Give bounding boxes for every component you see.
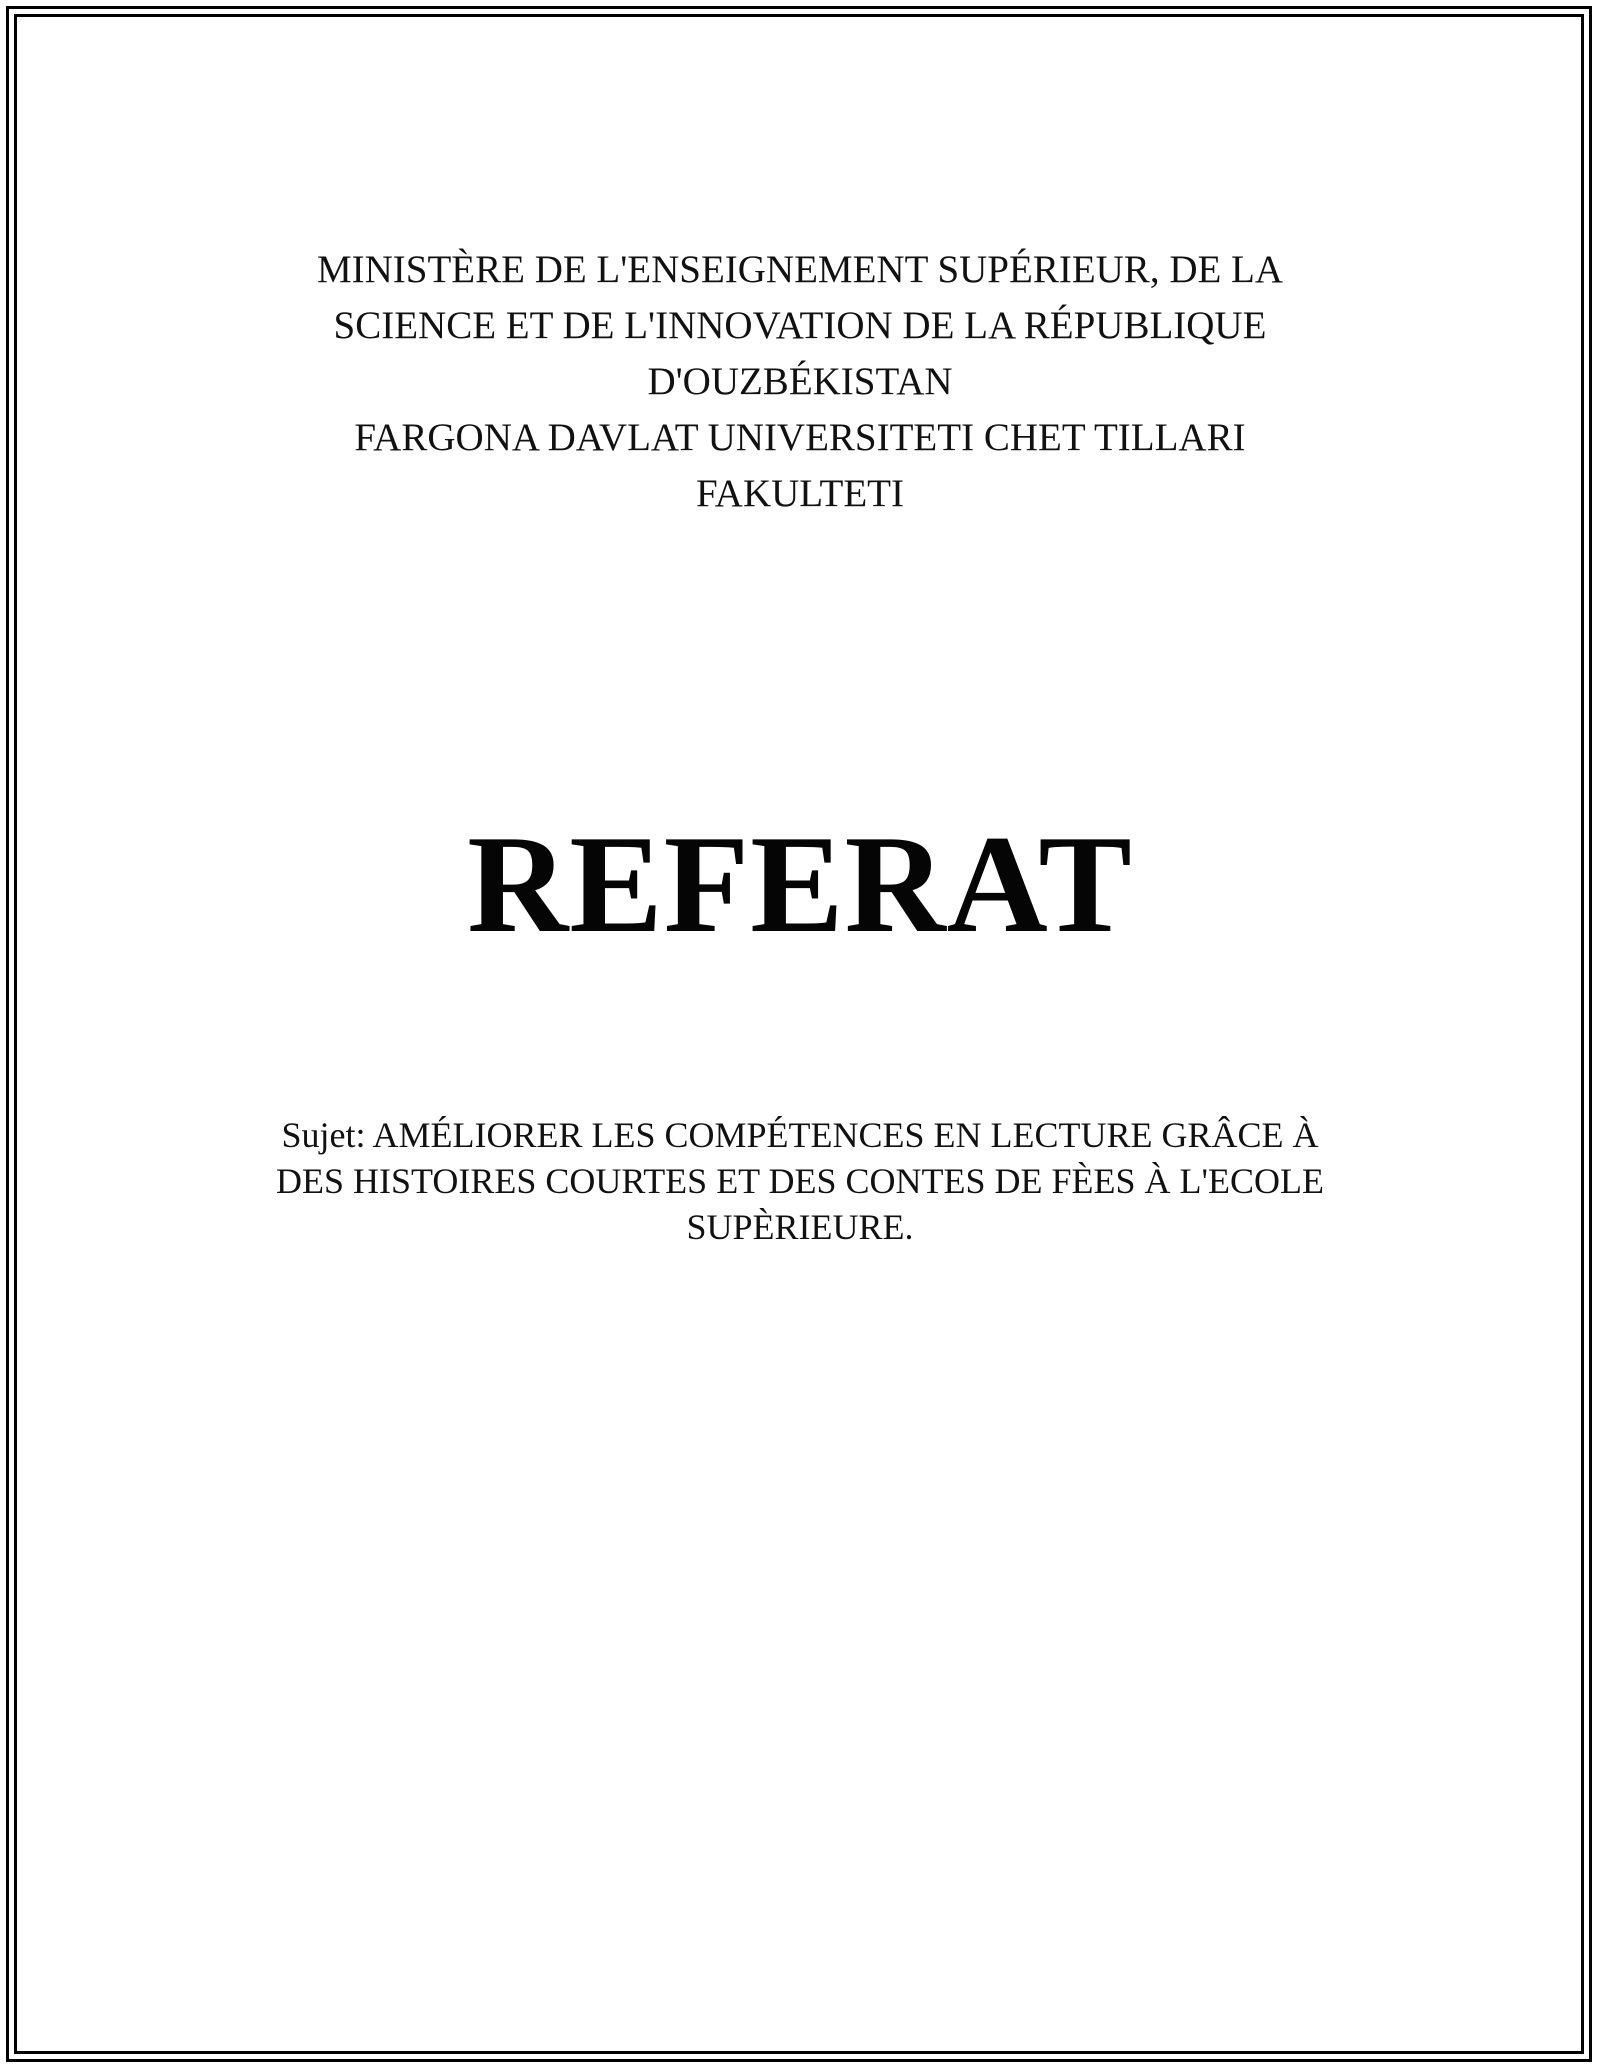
institution-header [240,242,1360,522]
document-title: REFERAT [467,807,1133,962]
header-line: D'OUZBÉKISTAN [647,360,953,403]
header-line: FARGONA DAVLAT UNIVERSITETI CHET TILLARI [354,416,1246,459]
subject-line: DES HISTOIRES COURTES ET DES CONTES DE FÈES À L'ECOLE [275,1161,1325,1201]
subject-line: Sujet: AMÉLIORER LES COMPÉTENCES EN LECTURE GRÂCE À [281,1115,1319,1155]
header-line: SCIENCE ET DE L'INNOVATION DE LA RÉPUBLIQUE [333,304,1267,347]
subject-text [240,1112,1360,1250]
header-line: MINISTÈRE DE L'ENSEIGNEMENT SUPÉRIEUR, DE LA [316,248,1284,291]
subject-line: SUPÈRIEURE. [686,1207,914,1247]
header-line: FAKULTETI [696,472,904,515]
